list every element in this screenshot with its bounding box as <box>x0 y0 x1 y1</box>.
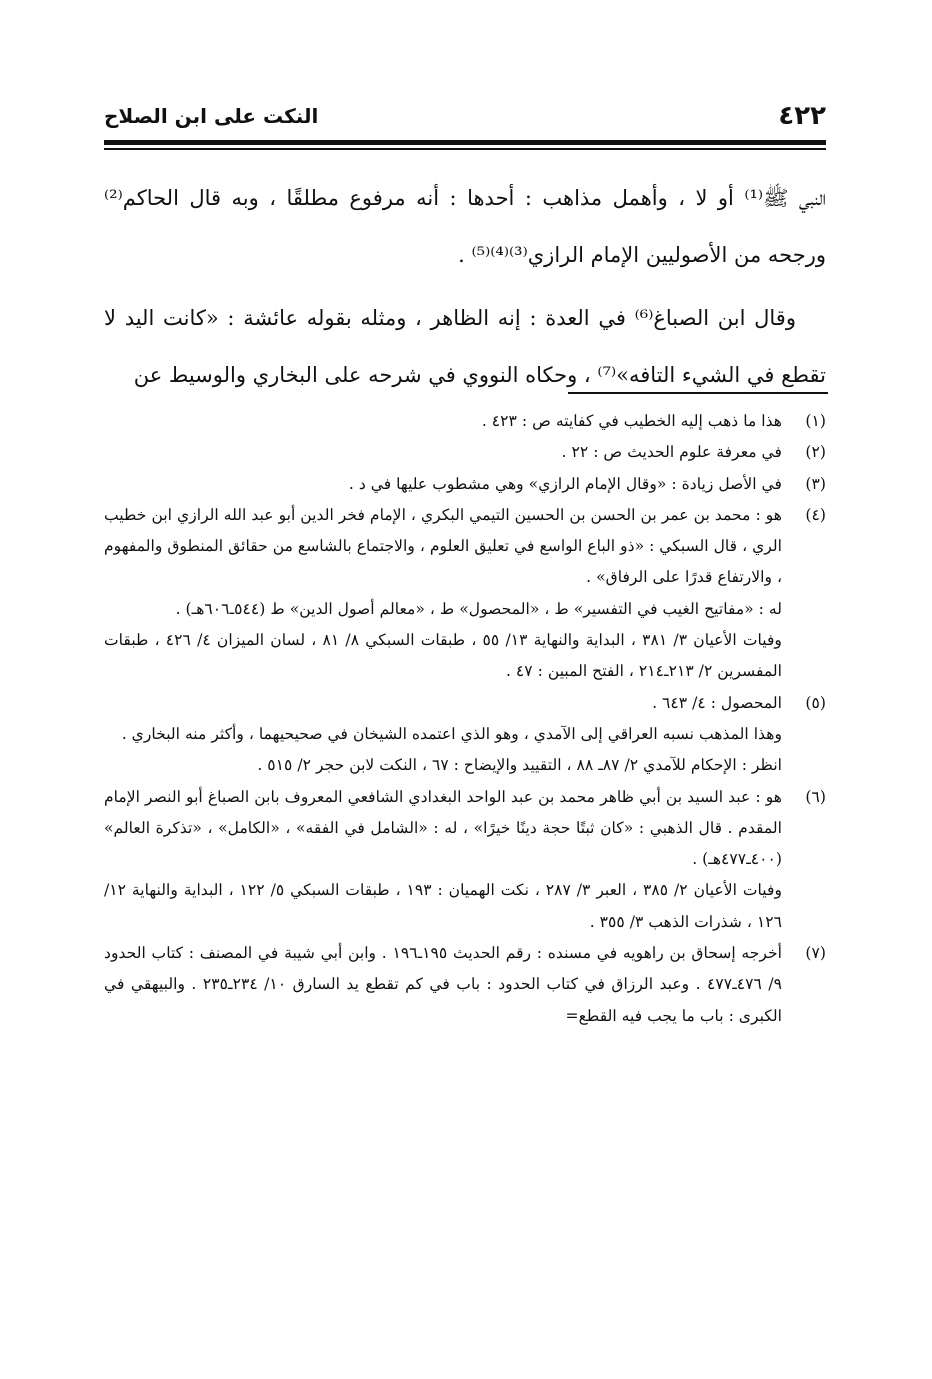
footnote-sources: وفيات الأعيان ٣/ ٣٨١ ، البداية والنهاية ١٣/ ٥٥ ، طبقات السبكي ٨/ ٨١ ، لسان الميزان ٤/ ٤٢٦ ، طبقات المفسرين ٢/ ٢١٣ـ٢١٤ ، الفتح المبين : ٤٧ . <box>104 631 782 681</box>
footnote-number: (٧) <box>805 944 826 963</box>
footnote-text: هذا ما ذهب إليه الخطيب في كفايته ص : ٤٢٣ . <box>481 412 782 430</box>
body-paragraph-1: النبي ﷺ⁽¹⁾ أو لا ، وأهمل مذاهب : أحدها : أنه مرفوع مطلقًا ، وبه قال الحاكم⁽²⁾ ورجحه من الأصوليين الإمام الرازي⁽³⁾⁽⁴⁾⁽⁵⁾ . <box>104 186 826 267</box>
footnote-number: (٦) <box>805 787 826 806</box>
footnote-note: وهذا المذهب نسبه العراقي إلى الآمدي ، وهو الذي اعتمده الشيخان في صحيحيهما ، وأكثر منه البخاري . <box>121 724 782 743</box>
footnote-sources: انظر : الإحكام للآمدي ٢/ ٨٧ـ ٨٨ ، التقييد والإيضاح : ٦٧ ، النكت لابن حجر ٢/ ٥١٥ . <box>257 756 782 775</box>
header-rule-thin <box>104 148 826 150</box>
footnote-number: (٢) <box>805 443 826 462</box>
running-header <box>104 96 826 136</box>
footnote-number: (٥) <box>805 693 826 712</box>
footnote-separator <box>568 392 828 394</box>
footnote-number: (٤) <box>805 505 826 524</box>
main-text <box>104 170 826 404</box>
footnote-text: هو : عبد السيد بن أبي ظاهر محمد بن عبد الواحد البغدادي الشافعي المعروف بابن الصباغ أبو النصر الإمام المقدم . قال الذهبي : «كان ثبتًا حجة دينًا خيرًا» ، له : «الشامل في الفقه» ، «الكامل» ، «تذكرة العالم» (٤٠٠ـ٤٧٧هـ) . <box>104 787 782 869</box>
footnote-text: في معرفة علوم الحديث ص : ٢٢ . <box>561 443 782 462</box>
footnote-2 <box>104 437 826 468</box>
footnote-7 <box>104 938 826 1032</box>
footnote-works: له : «مفاتيح الغيب في التفسير» ط ، «المحصول» ط ، «معالم أصول الدين» ط (٥٤٤ـ٦٠٦هـ) . <box>175 599 782 618</box>
footnotes <box>104 406 826 1032</box>
page-number: ٤٢٢ <box>778 101 826 131</box>
footnote-text: في الأصل زيادة : «وقال الإمام الرازي» وهي مشطوب عليها في د . <box>348 474 782 493</box>
footnote-text: المحصول : ٤/ ٦٤٣ . <box>652 693 782 712</box>
footnote-text: أخرجه إسحاق بن راهويه في مسنده : رقم الحديث ١٩٥ـ١٩٦ . وابن أبي شيبة في المصنف : كتاب الحدود ٩/ ٤٧٦ـ٤٧٧ . وعبد الرزاق في كتاب الحدود : باب في كم تقطع يد السارق ١٠/ ٢٣٤ـ٢٣٥ . والبيهقي في الكبرى : باب ما يجب فيه القطع= <box>104 944 782 1025</box>
footnote-6 <box>104 782 826 938</box>
footnote-4 <box>104 500 826 688</box>
footnote-number: (٣) <box>805 474 826 493</box>
footnote-sources: وفيات الأعيان ٢/ ٣٨٥ ، العبر ٣/ ٢٨٧ ، نكت الهميان : ١٩٣ ، طبقات السبكي ٥/ ١٢٢ ، البداية والنهاية ١٢/ ١٢٦ ، شذرات الذهب ٣/ ٣٥٥ . <box>104 881 782 931</box>
header-rule-thick <box>104 140 826 145</box>
footnote-5 <box>104 688 826 782</box>
book-title: النكت على ابن الصلاح <box>104 104 319 128</box>
footnote-text: هو : محمد بن عمر بن الحسن بن الحسين التيمي البكري ، الإمام فخر الدين أبو عبد الله الرازي ابن خطيب الري ، قال السبكي : «ذو الباع الواسع في تعليق العلوم ، والاجتماع بالشاسع من حقائق المنطوق والمفهوم ، والارتفاع قدرًا على الرفاق» . <box>104 505 782 587</box>
body-paragraph-2: وقال ابن الصباغ⁽⁶⁾ في العدة : إنه الظاهر ، ومثله بقوله عائشة : «كانت اليد لا تقطع في الشيء التافه»⁽⁷⁾ ، وحكاه النووي في شرحه على البخاري والوسيط عن <box>104 306 826 387</box>
footnote-3 <box>104 469 826 500</box>
footnote-number: (١) <box>805 412 826 430</box>
footnote-1 <box>104 406 826 437</box>
